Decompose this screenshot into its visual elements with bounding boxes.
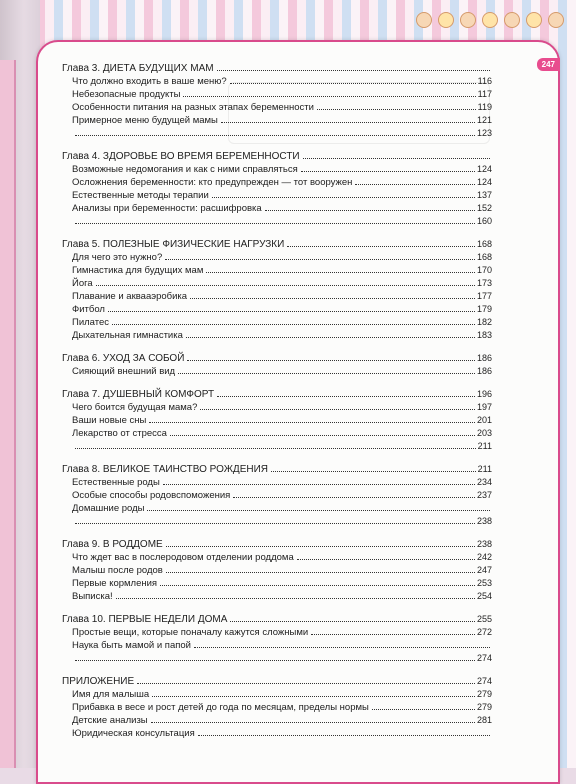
toc-entry-row — [62, 88, 492, 101]
toc-entry-row — [62, 476, 492, 489]
entry-title: Юридическая консультация — [72, 728, 195, 739]
dot-leader — [230, 83, 476, 84]
entry-title: Плавание и аквааэробика — [72, 291, 188, 302]
toc-entry-row — [62, 303, 492, 316]
toc-chapter-row — [62, 538, 492, 551]
page-ref: 137 — [476, 190, 492, 200]
entry-title: Сияющий внешний вид — [72, 366, 176, 377]
page-ref: 196 — [476, 389, 492, 399]
page-ref: 168 — [476, 252, 492, 262]
dot-leader — [355, 184, 475, 185]
dot-leader — [186, 337, 475, 338]
dot-leader — [108, 311, 475, 312]
page-ref: 234 — [476, 477, 492, 487]
entry-title: Прибавка в весе и рост детей до года по месяцам, пределы нормы — [72, 702, 369, 713]
dot-leader — [200, 409, 475, 410]
dot-leader — [137, 683, 475, 684]
page-number: 247 — [537, 58, 560, 71]
toc-entry-row — [62, 251, 492, 264]
page-ref: 177 — [476, 291, 492, 301]
page-ref: 124 — [476, 164, 492, 174]
entry-title: Пилатес — [72, 317, 110, 328]
dot-leader — [112, 324, 475, 325]
chapter-title: Глава 7. ДУШЕВНЫЙ КОМФОРТ — [62, 389, 215, 400]
cartoon-child-icon — [482, 12, 498, 28]
toc-entry-row — [62, 639, 492, 652]
chapter-title: Глава 9. В РОДДОМЕ — [62, 539, 163, 550]
table-of-contents — [62, 62, 492, 740]
dot-leader — [165, 259, 475, 260]
dot-leader — [75, 223, 475, 224]
dot-leader — [221, 122, 475, 123]
dot-leader — [75, 448, 476, 449]
page-ref: 238 — [476, 516, 492, 526]
toc-chapter-row — [62, 388, 492, 401]
toc-entry-row — [62, 414, 492, 427]
page-ref: 279 — [476, 689, 492, 699]
page-ref: 274 — [476, 676, 492, 686]
dot-leader — [372, 709, 475, 710]
toc-entry-row — [62, 551, 492, 564]
toc-chapter-row — [62, 613, 492, 626]
dot-leader — [303, 158, 490, 159]
cartoon-child-icon — [416, 12, 432, 28]
dot-leader — [170, 435, 475, 436]
cartoon-child-icon — [548, 12, 564, 28]
dot-leader — [187, 360, 475, 361]
page-ref: 186 — [476, 353, 492, 363]
page-ref: 170 — [476, 265, 492, 275]
chapter-title: ПРИЛОЖЕНИЕ — [62, 676, 135, 687]
page-ref: 117 — [477, 89, 492, 99]
page-ref: 121 — [476, 115, 492, 125]
page-ref: 124 — [476, 177, 492, 187]
page-ref: 160 — [476, 216, 492, 226]
toc-entry-row — [62, 264, 492, 277]
chapter-title: Глава 8. ВЕЛИКОЕ ТАИНСТВО РОЖДЕНИЯ — [62, 464, 269, 475]
entry-title: Малыш после родов — [72, 565, 163, 576]
toc-entry-row — [62, 401, 492, 414]
toc-entry-row — [62, 502, 492, 515]
dot-leader — [152, 696, 475, 697]
page-ref: 197 — [476, 402, 492, 412]
page-ref: 255 — [476, 614, 492, 624]
toc-chapter-row — [62, 150, 492, 163]
dot-leader — [311, 634, 475, 635]
toc-entry-row — [62, 440, 492, 453]
toc-entry-row — [62, 489, 492, 502]
entry-title: Что ждет вас в послеродовом отделении роддома — [72, 552, 294, 563]
entry-title: Естественные роды — [72, 477, 160, 488]
page-ref: 242 — [476, 552, 492, 562]
entry-title: Фитбол — [72, 304, 105, 315]
dot-leader — [198, 735, 490, 736]
page-ref: 211 — [477, 441, 492, 451]
dot-leader — [96, 285, 475, 286]
toc-entry-row — [62, 101, 492, 114]
dot-leader — [178, 373, 475, 374]
toc-entry-row — [62, 701, 492, 714]
entry-title: Ваши новые сны — [72, 415, 147, 426]
toc-entry-row — [62, 163, 492, 176]
page-ref: 254 — [476, 591, 492, 601]
dot-leader — [75, 523, 475, 524]
page-ref: 272 — [476, 627, 492, 637]
entry-title: Возможные недомогания и как с ними справляться — [72, 164, 298, 175]
toc-entry-row — [62, 365, 492, 378]
dot-leader — [166, 546, 475, 547]
dot-leader — [233, 497, 475, 498]
toc-entry-row — [62, 329, 492, 342]
toc-entry-row — [62, 577, 492, 590]
toc-entry-row — [62, 427, 492, 440]
dot-leader — [149, 422, 475, 423]
entry-title: Особые способы родовспоможения — [72, 490, 231, 501]
chapter-title: Глава 10. ПЕРВЫЕ НЕДЕЛИ ДОМА — [62, 614, 228, 625]
dot-leader — [271, 471, 476, 472]
page-ref: 152 — [476, 203, 492, 213]
dot-leader — [212, 197, 475, 198]
toc-entry-row — [62, 114, 492, 127]
entry-title: Гимнастика для будущих мам — [72, 265, 204, 276]
toc-entry-row — [62, 202, 492, 215]
toc-entry-row — [62, 215, 492, 228]
entry-title: Детские анализы — [72, 715, 148, 726]
page-ref: 183 — [476, 330, 492, 340]
cartoon-child-icon — [438, 12, 454, 28]
toc-entry-row — [62, 515, 492, 528]
toc-chapter-row — [62, 675, 492, 688]
page-ref: 281 — [476, 715, 492, 725]
page-ref: 168 — [476, 239, 492, 249]
dot-leader — [287, 246, 475, 247]
entry-title: Естественные методы терапии — [72, 190, 209, 201]
toc-chapter-row — [62, 463, 492, 476]
entry-title: Анализы при беременности: расшифровка — [72, 203, 262, 214]
dot-leader — [183, 96, 475, 97]
toc-entry-row — [62, 590, 492, 603]
dot-leader — [230, 621, 475, 622]
toc-entry-row — [62, 714, 492, 727]
cartoon-child-icon — [504, 12, 520, 28]
toc-chapter-row — [62, 238, 492, 251]
entry-title: Йога — [72, 278, 93, 289]
page-ref: 274 — [476, 653, 492, 663]
entry-title: Примерное меню будущей мамы — [72, 115, 218, 126]
entry-title: Что должно входить в ваше меню? — [72, 76, 227, 87]
entry-title: Небезопасные продукты — [72, 89, 181, 100]
entry-title: Дыхательная гимнастика — [72, 330, 183, 341]
toc-entry-row — [62, 564, 492, 577]
page-ref: 237 — [476, 490, 492, 500]
toc-entry-row — [62, 189, 492, 202]
cartoon-child-icon — [526, 12, 542, 28]
page-ref: 247 — [476, 565, 492, 575]
entry-title: Особенности питания на разных этапах беременности — [72, 102, 314, 113]
page-ref: 182 — [476, 317, 492, 327]
dot-leader — [317, 109, 476, 110]
toc-entry-row — [62, 127, 492, 140]
page-ref: 119 — [477, 102, 492, 112]
page-ref: 186 — [476, 366, 492, 376]
toc-entry-row — [62, 727, 492, 740]
page-ref: 116 — [477, 76, 492, 86]
page-ref: 279 — [476, 702, 492, 712]
entry-title: Домашние роды — [72, 503, 145, 514]
dot-leader — [75, 660, 475, 661]
page-ref: 203 — [476, 428, 492, 438]
dot-leader — [160, 585, 475, 586]
toc-entry-row — [62, 652, 492, 665]
cartoon-child-icon — [460, 12, 476, 28]
page-ref: 179 — [476, 304, 492, 314]
entry-title: Выписка! — [72, 591, 113, 602]
entry-title: Для чего это нужно? — [72, 252, 163, 263]
dot-leader — [301, 171, 475, 172]
chapter-title: Глава 5. ПОЛЕЗНЫЕ ФИЗИЧЕСКИЕ НАГРУЗКИ — [62, 239, 285, 250]
dot-leader — [297, 559, 475, 560]
dot-leader — [206, 272, 475, 273]
entry-title: Осложнения беременности: кто предупрежден — тот вооружен — [72, 177, 353, 188]
toc-entry-row — [62, 176, 492, 189]
chapter-title: Глава 4. ЗДОРОВЬЕ ВО ВРЕМЯ БЕРЕМЕННОСТИ — [62, 151, 300, 162]
page-ref: 238 — [476, 539, 492, 549]
left-page-spine — [0, 60, 16, 768]
dot-leader — [163, 484, 475, 485]
entry-title: Простые вещи, которые поначалу кажутся сложными — [72, 627, 309, 638]
page-ref: 173 — [476, 278, 492, 288]
toc-entry-row — [62, 316, 492, 329]
dot-leader — [147, 510, 490, 511]
entry-title: Чего боится будущая мама? — [72, 402, 198, 413]
toc-chapter-row — [62, 62, 492, 75]
dot-leader — [75, 135, 475, 136]
entry-title: Лекарство от стресса — [72, 428, 167, 439]
toc-entry-row — [62, 290, 492, 303]
dot-leader — [116, 598, 475, 599]
toc-entry-row — [62, 688, 492, 701]
page-ref: 211 — [477, 464, 492, 474]
page-ref: 253 — [476, 578, 492, 588]
dot-leader — [190, 298, 475, 299]
dot-leader — [217, 70, 490, 71]
dot-leader — [166, 572, 475, 573]
page-ref: 201 — [476, 415, 492, 425]
chapter-title: Глава 6. УХОД ЗА СОБОЙ — [62, 353, 185, 364]
entry-title: Имя для малыша — [72, 689, 150, 700]
toc-entry-row — [62, 277, 492, 290]
chapter-title: Глава 3. ДИЕТА БУДУЩИХ МАМ — [62, 63, 214, 74]
toc-entry-row — [62, 75, 492, 88]
page-ref: 123 — [476, 128, 492, 138]
toc-entry-row — [62, 626, 492, 639]
toc-chapter-row — [62, 352, 492, 365]
entry-title: Наука быть мамой и папой — [72, 640, 191, 651]
dot-leader — [265, 210, 475, 211]
dot-leader — [217, 396, 475, 397]
dot-leader — [194, 647, 490, 648]
dot-leader — [151, 722, 475, 723]
cartoon-decoration — [416, 4, 564, 34]
entry-title: Первые кормления — [72, 578, 158, 589]
